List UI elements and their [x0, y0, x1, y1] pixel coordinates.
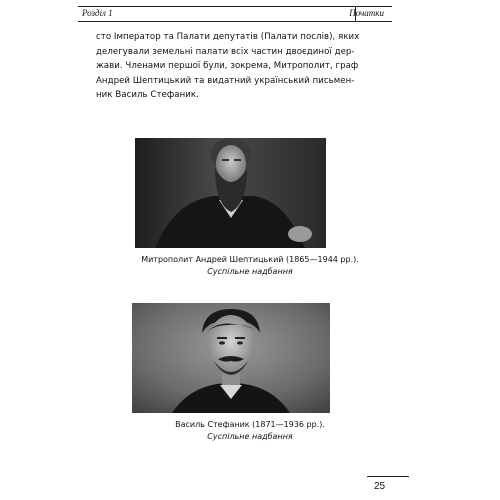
- running-header: [78, 6, 392, 22]
- header-chapter-label: Початки: [349, 8, 384, 18]
- footer-rule: [367, 476, 409, 477]
- body-paragraph: [96, 30, 396, 103]
- body-line: сто Імператор та Палати депутатів (Палати послів), яких: [96, 32, 360, 42]
- stefanyk-portrait-photo: [132, 303, 330, 413]
- figure-caption: [0, 254, 500, 278]
- body-line: Андрей Шептицький та видатний український письмен-: [96, 75, 355, 86]
- body-line: жави. Членами першої були, зокрема, Митрополит, граф: [96, 61, 359, 71]
- caption-credit: Суспільне надбання: [207, 432, 293, 441]
- caption-text: Митрополит Андрей Шептицький (1865—1944 рр.).: [141, 255, 359, 264]
- figure-caption: [0, 419, 500, 443]
- caption-text: Василь Стефаник (1871—1936 рр.).: [175, 420, 325, 429]
- page-number: 25: [374, 481, 386, 492]
- header-section-label: Розділ 1: [82, 8, 113, 18]
- body-line: ник Василь Стефаник.: [96, 90, 199, 100]
- caption-credit: Суспільне надбання: [207, 267, 293, 276]
- sheptytsky-portrait-photo: [135, 138, 326, 248]
- body-line: делегували земельні палати всіх частин двоєдиної дер-: [96, 46, 355, 57]
